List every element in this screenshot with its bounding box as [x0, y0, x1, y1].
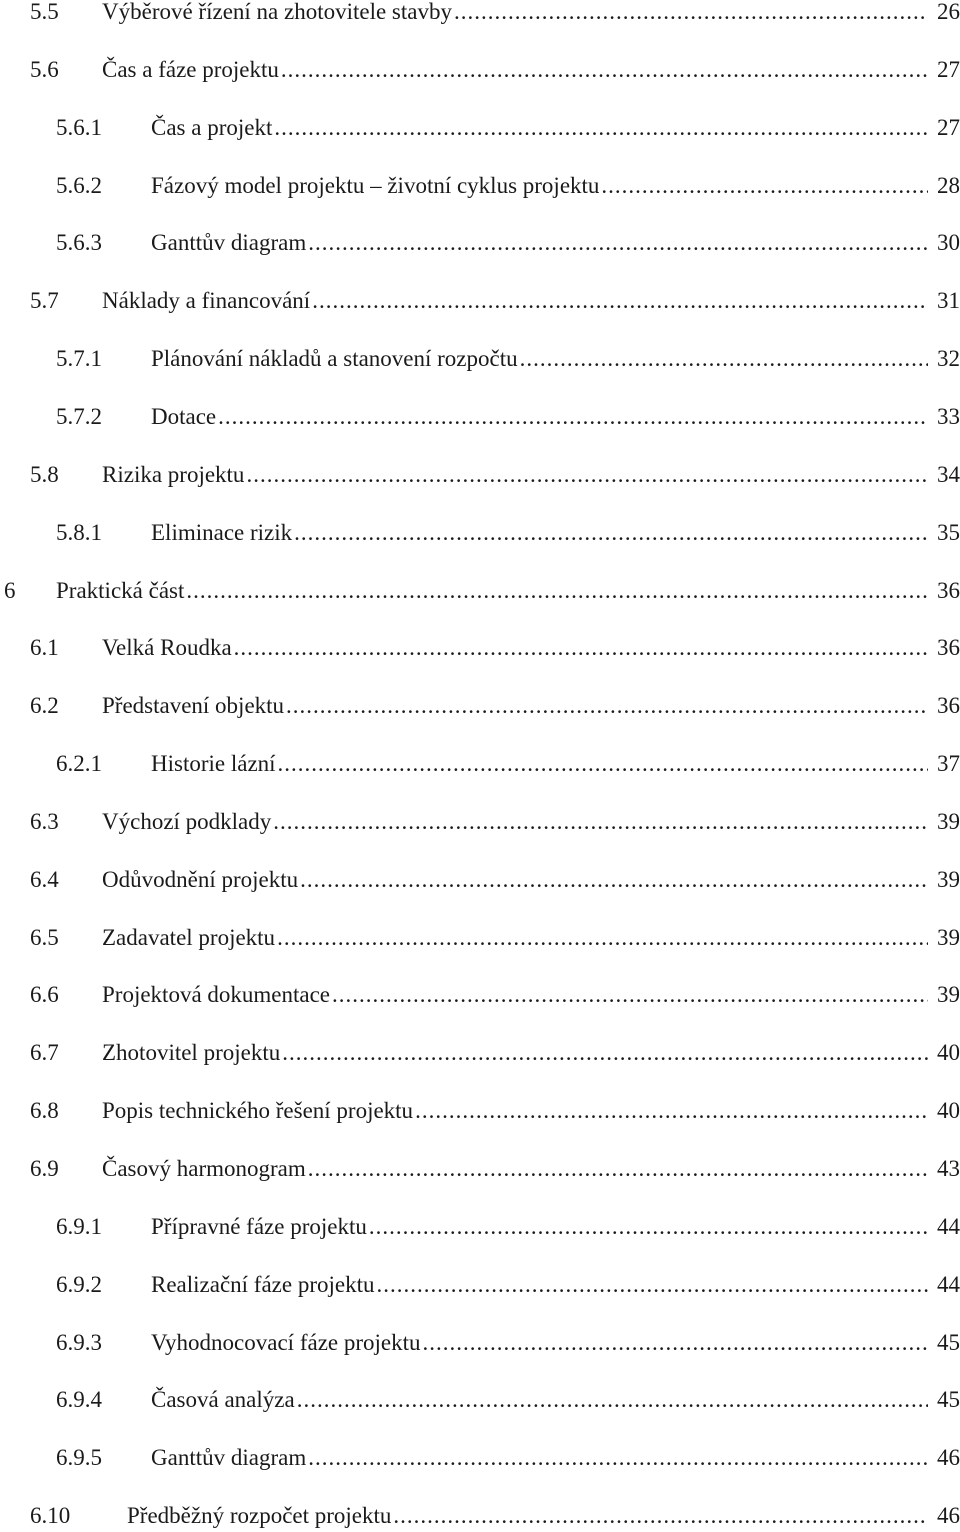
- toc-entry[interactable]: [0, 0, 960, 28]
- toc-entry-number: 5.8.1: [56, 519, 102, 545]
- toc-dot-leader: [246, 459, 928, 491]
- toc-entry-title: Zhotovitel projektu: [102, 1040, 281, 1066]
- toc-entry[interactable]: [0, 1211, 960, 1243]
- toc-entry-number: 6.9: [30, 1156, 59, 1181]
- toc-entry-number: 6.4: [30, 866, 59, 892]
- toc-entry-number: 6.6: [30, 982, 59, 1008]
- toc-entry[interactable]: [0, 1153, 960, 1185]
- toc-dot-leader: [286, 690, 928, 722]
- toc-dot-leader: [308, 1153, 928, 1185]
- toc-entry-page-number: 34: [937, 461, 960, 487]
- toc-entry[interactable]: [0, 1269, 960, 1301]
- toc-entry-page-number: 40: [937, 1098, 960, 1124]
- toc-dot-leader: [274, 112, 928, 144]
- toc-entry-page-number: 33: [937, 403, 960, 429]
- toc-entry-page-number: 44: [937, 1271, 960, 1297]
- toc-entry[interactable]: [0, 806, 960, 838]
- toc-entry-number: 5.6: [30, 56, 59, 82]
- toc-entry-title: Výběrové řízení na zhotovitele stavby: [102, 0, 452, 24]
- toc-entry-title: Výchozí podklady: [102, 808, 272, 834]
- toc-entry-page-number: 36: [937, 577, 960, 603]
- toc-entry-title: Rizika projektu: [102, 461, 245, 487]
- toc-dot-leader: [369, 1211, 928, 1243]
- toc-entry-page-number: 39: [937, 866, 960, 892]
- toc-entry-page-number: 39: [937, 924, 960, 950]
- toc-entry[interactable]: [0, 343, 960, 375]
- toc-dot-leader: [282, 1037, 928, 1069]
- toc-entry[interactable]: [0, 1500, 960, 1532]
- toc-entry-title: Odůvodnění projektu: [102, 866, 299, 892]
- toc-entry-title: Časový harmonogram: [102, 1156, 306, 1181]
- toc-dot-leader: [186, 575, 928, 607]
- toc-entry[interactable]: [0, 864, 960, 896]
- toc-entry[interactable]: [0, 690, 960, 722]
- toc-dot-leader: [300, 864, 928, 896]
- toc-entry-number: 6.2.1: [56, 751, 102, 777]
- toc-entry[interactable]: [0, 632, 960, 664]
- toc-entry-title: Náklady a financování: [102, 288, 311, 314]
- toc-entry[interactable]: [0, 170, 960, 202]
- toc-entry-page-number: 28: [937, 172, 960, 198]
- toc-entry-title: Představení objektu: [102, 693, 285, 719]
- toc-entry-page-number: 32: [937, 346, 960, 372]
- toc-dot-leader: [601, 170, 928, 202]
- toc-dot-leader: [294, 517, 928, 549]
- toc-entry-number: 6.9.5: [56, 1445, 102, 1471]
- toc-entry-title: Zadavatel projektu: [102, 924, 276, 950]
- toc-entry-page-number: 26: [937, 0, 960, 24]
- toc-entry-page-number: 40: [937, 1040, 960, 1066]
- toc-entry-page-number: 44: [937, 1213, 960, 1239]
- toc-entry-number: 6.9.2: [56, 1271, 102, 1297]
- toc-entry-title: Praktická část: [56, 577, 185, 603]
- toc-entry-title: Čas a projekt: [151, 114, 273, 140]
- toc-entry-page-number: 30: [937, 230, 960, 256]
- toc-dot-leader: [393, 1500, 928, 1532]
- toc-entry-number: 6.7: [30, 1040, 59, 1066]
- toc-entry-page-number: 46: [937, 1503, 960, 1529]
- toc-entry-page-number: 39: [937, 808, 960, 834]
- toc-entry-title: Předběžný rozpočet projektu: [127, 1503, 392, 1529]
- toc-entry-number: 6.2: [30, 693, 59, 719]
- toc-entry[interactable]: [0, 459, 960, 491]
- toc-dot-leader: [234, 632, 928, 664]
- toc-entry[interactable]: [0, 112, 960, 144]
- toc-entry-title: Fázový model projektu – životní cyklus projektu: [151, 172, 600, 198]
- toc-entry-page-number: 31: [937, 288, 960, 314]
- toc-dot-leader: [423, 1327, 928, 1359]
- toc-entry-page-number: 46: [937, 1445, 960, 1471]
- toc-entry[interactable]: [0, 1327, 960, 1359]
- toc-entry[interactable]: [0, 54, 960, 86]
- toc-entry[interactable]: [0, 575, 960, 607]
- toc-entry-title: Eliminace rizik: [151, 519, 293, 545]
- toc-entry-number: 6.10: [30, 1503, 71, 1529]
- toc-dot-leader: [454, 0, 928, 28]
- toc-entry-page-number: 39: [937, 982, 960, 1008]
- toc-entry-page-number: 35: [937, 519, 960, 545]
- toc-entry-number: 5.7: [30, 288, 59, 314]
- toc-entry-page-number: 27: [937, 114, 960, 140]
- toc-entry-number: 5.6.1: [56, 114, 102, 140]
- toc-dot-leader: [277, 922, 928, 954]
- toc-entry-page-number: 37: [937, 751, 960, 777]
- toc-entry-title: Projektová dokumentace: [102, 982, 331, 1008]
- toc-entry-title: Ganttův diagram: [151, 1445, 307, 1471]
- toc-entry[interactable]: [0, 922, 960, 954]
- toc-entry[interactable]: [0, 748, 960, 780]
- toc-entry[interactable]: [0, 517, 960, 549]
- toc-dot-leader: [297, 1384, 928, 1416]
- toc-entry-number: 6.5: [30, 924, 59, 950]
- toc-entry[interactable]: [0, 1442, 960, 1474]
- toc-entry-title: Vyhodnocovací fáze projektu: [151, 1329, 421, 1355]
- toc-dot-leader: [278, 748, 928, 780]
- toc-entry-number: 6.8: [30, 1098, 59, 1124]
- toc-entry[interactable]: [0, 285, 960, 317]
- toc-dot-leader: [332, 979, 928, 1011]
- toc-entry[interactable]: [0, 1095, 960, 1127]
- toc-entry-number: 6.3: [30, 808, 59, 834]
- toc-dot-leader: [312, 285, 928, 317]
- toc-entry-title: Realizační fáze projektu: [151, 1271, 375, 1297]
- toc-entry-number: 5.7.2: [56, 403, 102, 429]
- toc-entry-number: 6.9.4: [56, 1387, 102, 1413]
- toc-dot-leader: [415, 1095, 928, 1127]
- toc-entry-title: Popis technického řešení projektu: [102, 1098, 414, 1124]
- toc-entry-title: Časová analýza: [151, 1387, 295, 1413]
- toc-entry[interactable]: [0, 1037, 960, 1069]
- toc-entry-number: 5.6.2: [56, 172, 102, 198]
- toc-entry-page-number: 45: [937, 1387, 960, 1413]
- toc-dot-leader: [218, 401, 928, 433]
- toc-entry-title: Plánování nákladů a stanovení rozpočtu: [151, 346, 518, 372]
- toc-entry[interactable]: [0, 401, 960, 433]
- toc-entry-page-number: 27: [937, 56, 960, 82]
- toc-entry-number: 6.1: [30, 635, 59, 661]
- toc-entry-page-number: 45: [937, 1329, 960, 1355]
- toc-entry-title: Přípravné fáze projektu: [151, 1213, 367, 1239]
- toc-entry-number: 6.9.1: [56, 1213, 102, 1239]
- toc-entry-number: 5.6.3: [56, 230, 102, 256]
- toc-entry-title: Velká Roudka: [102, 635, 232, 661]
- toc-entry-title: Dotace: [151, 403, 217, 429]
- toc-entry-page-number: 36: [937, 635, 960, 661]
- toc-entry-number: 5.7.1: [56, 346, 102, 372]
- toc-dot-leader: [281, 54, 928, 86]
- toc-entry-number: 5.5: [30, 0, 59, 24]
- toc-entry[interactable]: [0, 979, 960, 1011]
- toc-entry-number: 6: [4, 577, 16, 603]
- toc-entry[interactable]: [0, 1384, 960, 1416]
- toc-entry[interactable]: [0, 227, 960, 259]
- toc-dot-leader: [308, 1442, 928, 1474]
- toc-entry-page-number: 43: [937, 1156, 960, 1181]
- toc-dot-leader: [520, 343, 928, 375]
- toc-entry-page-number: 36: [937, 693, 960, 719]
- toc-entry-title: Ganttův diagram: [151, 230, 307, 256]
- toc-entry-number: 5.8: [30, 461, 59, 487]
- toc-entry-number: 6.9.3: [56, 1329, 102, 1355]
- toc-dot-leader: [377, 1269, 929, 1301]
- toc-entry-title: Historie lázní: [151, 751, 276, 777]
- toc-entry-title: Čas a fáze projektu: [102, 56, 279, 82]
- toc-dot-leader: [308, 227, 928, 259]
- toc-dot-leader: [273, 806, 928, 838]
